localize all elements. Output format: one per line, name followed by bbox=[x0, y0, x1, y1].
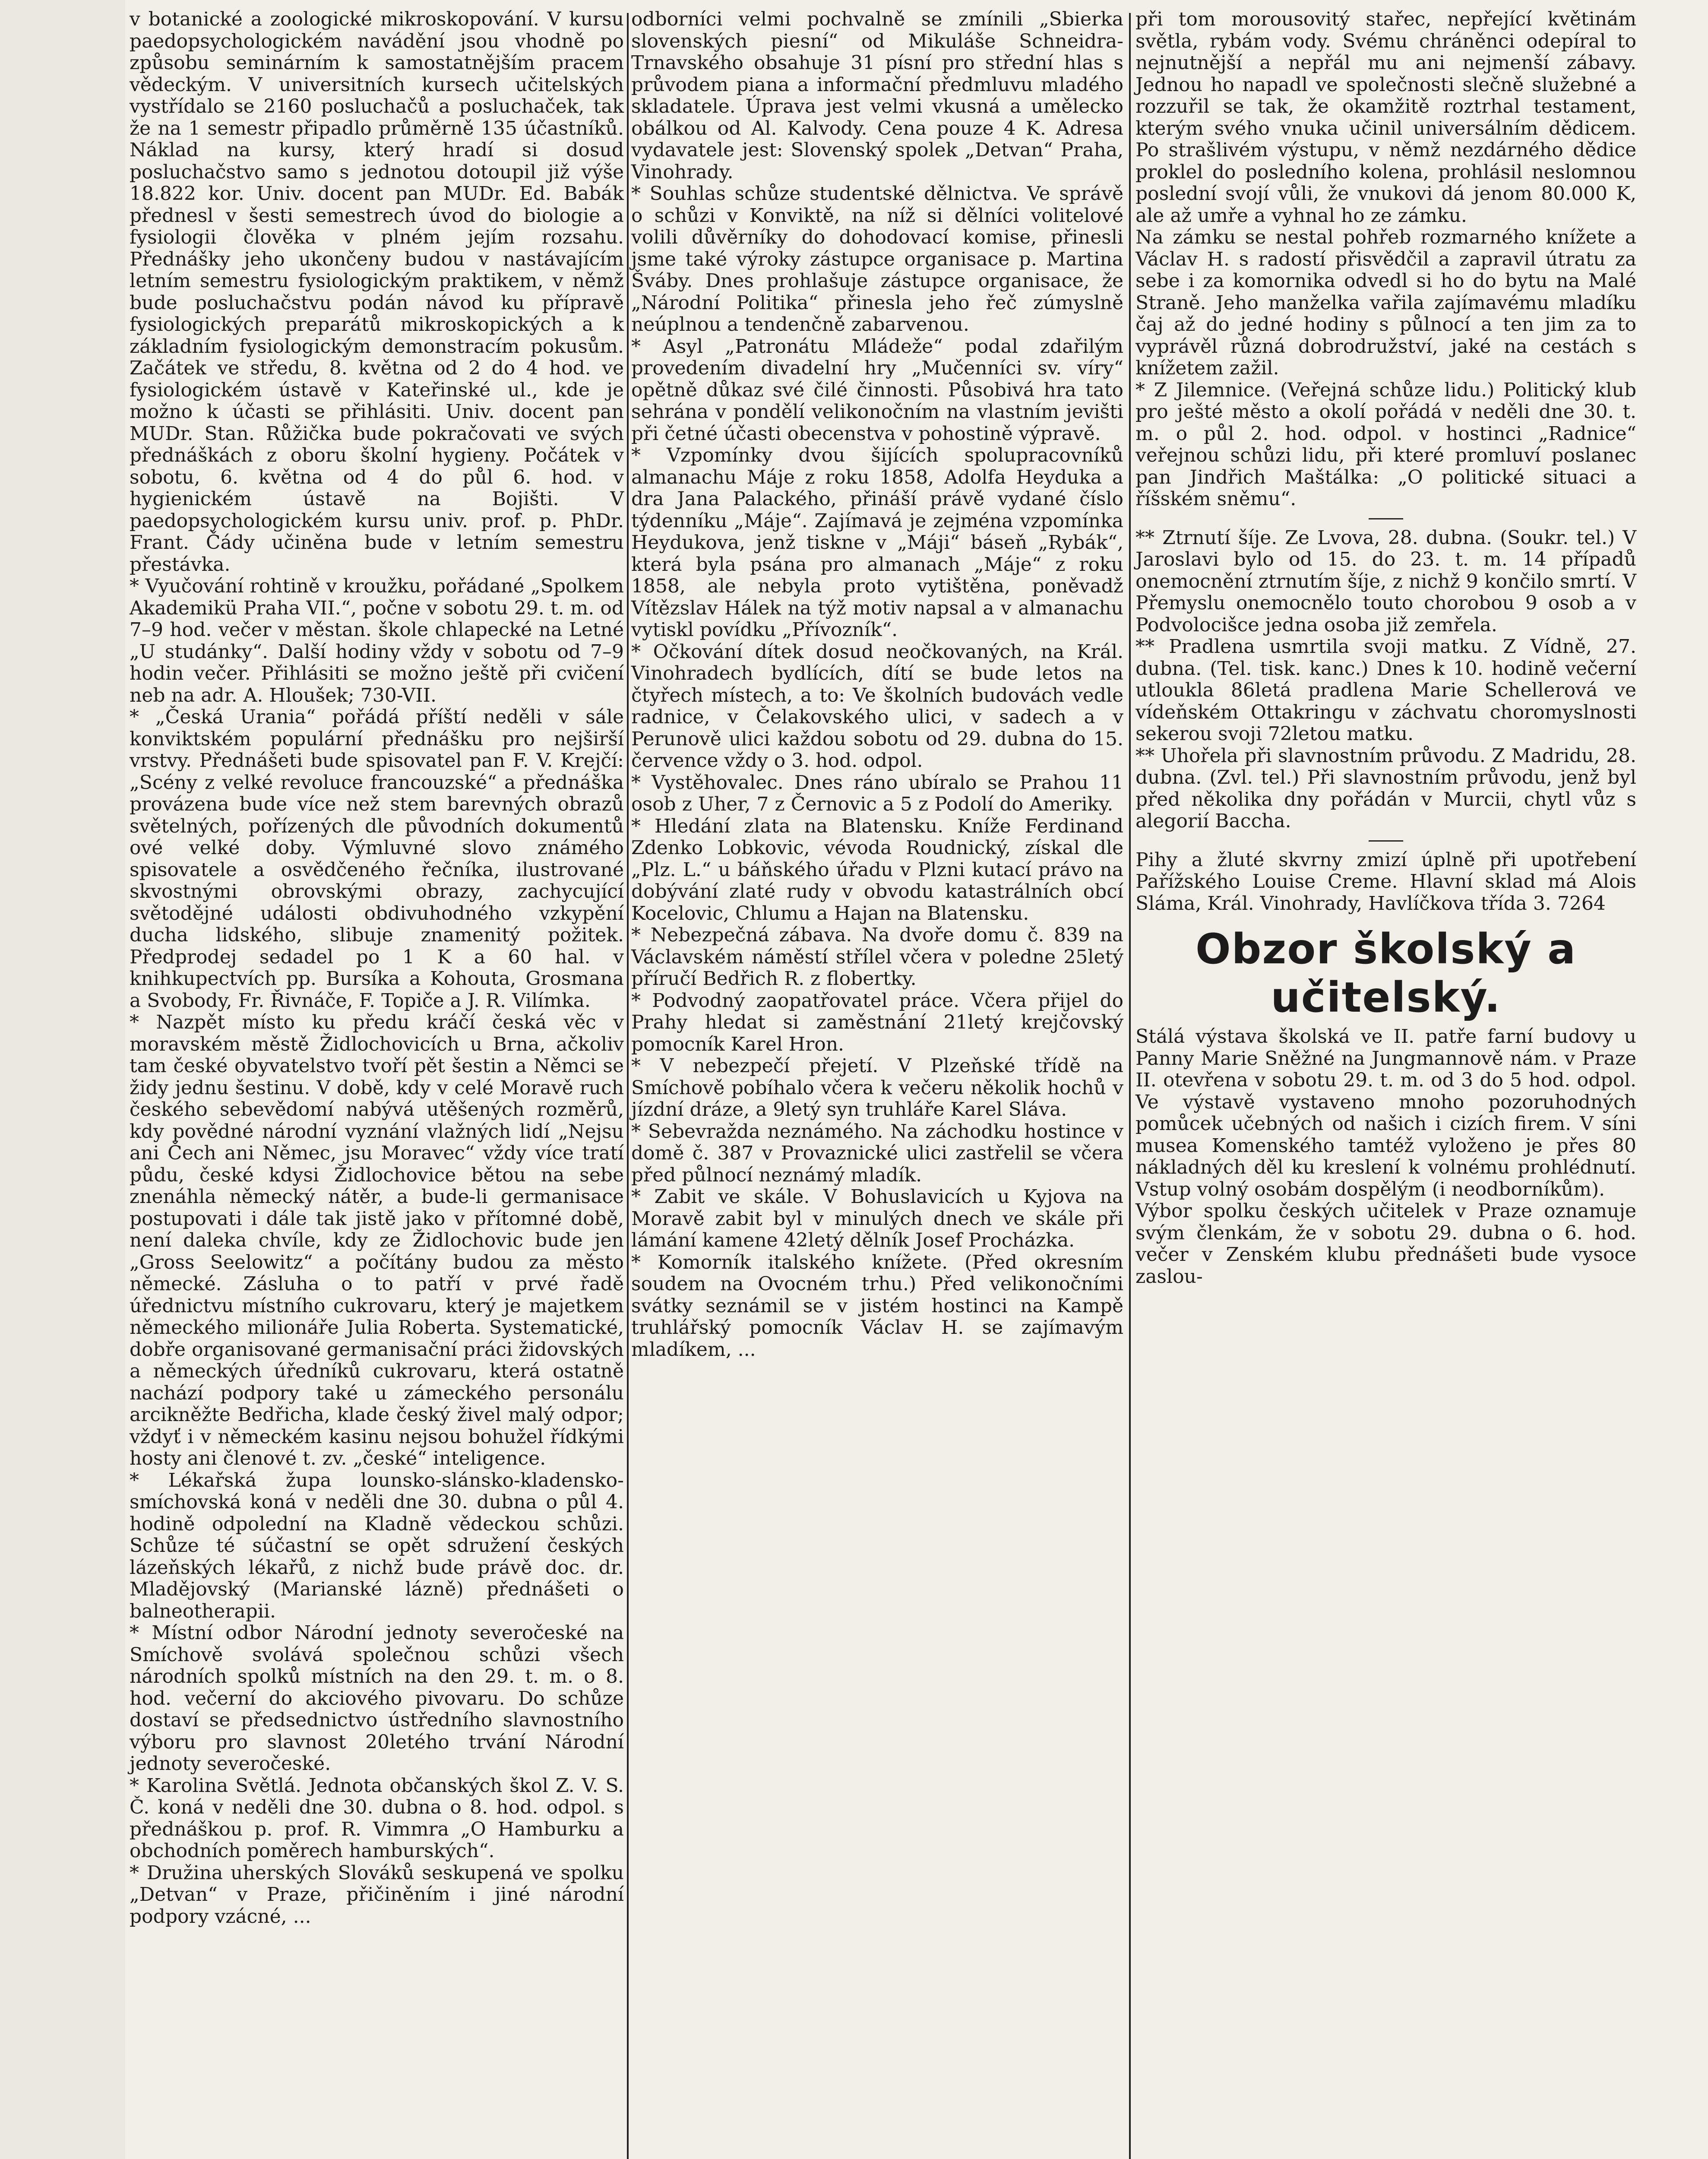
separator bbox=[1369, 840, 1403, 842]
article-paragraph: Výbor spolku českých učitelek v Praze oznamuje svým členkám, že v sobotu 29. dubna o 6. hod. večer v Zenském klubu přednášeti bude vysoce zaslou- bbox=[1136, 1200, 1636, 1288]
column-rule bbox=[627, 13, 629, 2159]
column-1 bbox=[130, 9, 624, 1928]
article-paragraph: * Podvodný zaopatřovatel práce. Včera přijel do Prahy hledat si zaměstnání 21letý krejčovský pomocník Karel Hron. bbox=[631, 989, 1123, 1055]
article-paragraph: ** Uhořela při slavnostním průvodu. Z Madridu, 28. dubna. (Zvl. tel.) Při slavnostním průvodu, jenž byl před několika dny pořádán v Murcii, chytl vůz s alegorií Baccha. bbox=[1136, 744, 1636, 832]
article-paragraph: * Očkování dítek dosud neočkovaných, na Král. Vinohradech bydlících, dítí se bude letos na čtyřech místech, a to: Ve školních budovách vedle radnice, v Čelakovského ulici, v sadech a v Perunově ulici každou sobotu od 29. dubna do 15. července vždy o 3. hod. odpol. bbox=[631, 640, 1123, 772]
article-paragraph: * Místní odbor Národní jednoty severočeské na Smíchově svolává společnou schůzi všech národních spolků místních na den 29. t. m. o 8. hod. večerní do akciového pivovaru. Do schůze dostaví se předsednictvo ústředního slavnostního výboru pro slavnost 20letého trvání Národní jednoty severočeské. bbox=[130, 1622, 624, 1775]
column-3 bbox=[1136, 9, 1636, 1288]
article-paragraph: * Z Jilemnice. (Veřejná schůze lidu.) Politický klub pro ješté město a okolí pořádá v neděli dne 30. t. m. o půl 2. hod. odpol. v hostinci „Radnice“ veřejnou schůzi lidu, při které promluví poslanec pan Jindřich Maštálka: „O politické situaci a říšském sněmu“. bbox=[1136, 379, 1636, 510]
article-paragraph: * Vystěhovalec. Dnes ráno ubíralo se Prahou 11 osob z Uher, 7 z Černovic a 5 z Podolí do Ameriky. bbox=[631, 771, 1123, 815]
article-paragraph: * Vzpomínky dvou šijících spolupracovníků almanachu Máje z roku 1858, Adolfa Heyduka a dra Jana Palackého, přináší právě vydané číslo týdenníku „Máje“. Zajímavá je zejména vzpomínka Heydukova, jenž tiskne v „Máji“ báseň „Rybák“, která byla psána pro almanach „Máje“ z roku 1858, ale nebyla proto vytištěna, poněvadž Vítězslav Hálek na týž motiv napsal a v almanachu vytiskl povídku „Přívozník“. bbox=[631, 444, 1123, 641]
article-paragraph: v botanické a zoologické mikroskopování. V kursu paedopsychologickém navádění jsou vhodně po způsobu seminárním k samostatnějším pracem vědeckým. V universitních kursech učitelských vystřídalo se 2160 posluchačů a posluchaček, tak že na 1 semestr připadlo průměrně 135 účastníků. Náklad na kursy, který hradí si dosud posluchačstvo samo s jednotou dotoupil již výše 18.822 kor. Univ. docent pan MUDr. Ed. Babák přednesl v šesti semestrech úvod do biologie a fysiologii člověka v plném jejím rozsahu. Přednášky jeho ukončeny budou v nastávajícím letním semestru fysiologickým praktikem, v němž bude posluchačstvu podán návod ku přípravě fysiologických preparátů mikroskopických a k základním fysiologickým demonstracím pokusům. Začátek ve středu, 8. května od 2 do 4 hod. ve fysiologickém ústavě v Kateřinské ul., kde je možno k účasti se přihlásiti. Univ. docent pan MUDr. Stan. Růžička bude pokračovati ve svých přednáškách z oboru školní hygieny. Počátek v sobotu, 6. května od 4 do půl 6. hod. v hygienickém ústavě na Bojišti. V paedopsychologickém kursu univ. prof. p. PhDr. Frant. Čády učiněna bude v letním semestru přestávka. bbox=[130, 8, 624, 576]
article-paragraph: Stálá výstava školská ve II. patře farní budovy u Panny Marie Sněžné na Jungmannově nám. v Praze II. otevřena v sobotu 29. t. m. od 3 do 5 hod. odpol. Ve výstavě vystaveno mnoho pozoruhodných pomůcek učebných od našich i cizích firem. V síni musea Komenského tamtéž vyloženo je přes 80 nákladných děl ku kreslení k volnému prohlédnutí. Vstup volný osobám dospělým (i neodborníkům). bbox=[1136, 1026, 1636, 1200]
article-paragraph: * Komorník italského knížete. (Před okresním soudem na Ovocném trhu.) Před velikonočními svátky seznámil se v jistém hostinci na Kampě truhlářský pomocník Václav H. se zajímavým mladíkem, ... bbox=[631, 1251, 1123, 1361]
article-paragraph: ** Pradlena usmrtila svoji matku. Z Vídně, 27. dubna. (Tel. tisk. kanc.) Dnes k 10. hodině večerní utloukla 86letá pradlena Marie Schellerová ve vídeňském Ottakringu v záchvatu choromyslnosti sekerou svoji 72letou matku. bbox=[1136, 636, 1636, 745]
article-paragraph: * Družina uherských Slováků seskupená ve spolku „Detvan“ v Praze, přičiněním i jiné národní podpory vzácné, ... bbox=[130, 1861, 624, 1928]
article-paragraph: * Nebezpečná zábava. Na dvoře domu č. 839 na Václavském náměstí střílel včera v poledne 25letý příručí Bedřich R. z flobertky. bbox=[631, 924, 1123, 990]
article-paragraph: * Asyl „Patronátu Mládeže“ podal zdařilým provedením divadelní hry „Mučenníci sv. víry“ opětně důkaz své čilé činnosti. Působivá hra tato sehrána v pondělí velikonočním na vlastním jevišti při četné účasti obecenstva v pohostině výpravě. bbox=[631, 335, 1123, 445]
article-paragraph: * Sebevražda neznámého. Na záchodku hostince v domě č. 387 v Provaznické ulici zastřelil se včera před půlnocí neznámý mladík. bbox=[631, 1120, 1123, 1186]
article-paragraph: * Souhlas schůze studentské dělnictva. Ve správě o schůzi v Konviktě, na níž si dělníci volitelové volili důvěrníky do dohodovací komise, přinesli jsme také výroky zástupce organisace p. Martina Šváby. Dnes prohlašuje zástupce organisace, že „Národní Politika“ přinesla jeho řeč zúmyslně neúplnou a tendenčně zabarvenou. bbox=[631, 183, 1123, 336]
column-2 bbox=[631, 9, 1123, 1361]
article-paragraph: * Karolina Světlá. Jednota občanských škol Z. V. S. Č. koná v neděli dne 30. dubna o 8. hod. odpol. s přednáškou p. prof. R. Vimmra „O Hamburku a obchodních poměrech hamburských“. bbox=[130, 1774, 624, 1862]
section-heading: Obzor školský a učitelský. bbox=[1196, 925, 1576, 1022]
article-paragraph: ** Ztrnutí šíje. Ze Lvova, 28. dubna. (Soukr. tel.) V Jaroslavi bylo od 15. do 23. t. m. 14 případů onemocnění ztrnutím šíje, z nichž 9 končilo smrtí. V Přemyslu onemocnělo touto chorobou 9 osob a v Podvolocišce jedna osoba již zemřela. bbox=[1136, 526, 1636, 636]
article-paragraph: * Lékařská župa lounsko-slánsko-kladensko-smíchovská koná v neděli dne 30. dubna o půl 4. hodině odpolední na Kladně vědeckou schůzi. Schůze té súčastní se opět sdružení českých lázeňských lékařů, z nichž bude právě doc. dr. Mladějovský (Marianské lázně) přednášeti o balneotherapii. bbox=[130, 1469, 624, 1622]
separator bbox=[1369, 518, 1403, 519]
article-paragraph: * V nebezpečí přejetí. V Plzeňské třídě na Smíchově pobíhalo včera k večeru několik hochů v jízdní dráze, a 9letý syn truhláře Karel Sláva. bbox=[631, 1055, 1123, 1121]
advertisement: Pihy a žluté skvrny zmizí úplně při upotřebení Pařížského Louise Creme. Hlavní sklad má Alois Sláma, Král. Vinohrady, Havlíčkova třída 3. 7264 bbox=[1136, 848, 1636, 915]
left-margin bbox=[0, 0, 125, 2159]
article-paragraph: * Vyučování rohtině v kroužku, pořádané „Spolkem Akademikü Praha VII.“, počne v sobotu 29. t. m. od 7–9 hod. večer v městan. škole chlapecké na Letné „U studánky“. Další hodiny vždy v sobotu od 7–9 hodin večer. Přihlásiti se možno ještě při cvičení neb na adr. A. Hloušek; 730-VII. bbox=[130, 575, 624, 706]
article-paragraph: * Nazpět místo ku předu kráčí česká věc v moravském městě Židlochovicích u Brna, ačkoliv tam české obyvatelstvo tvoří pět šestin a Němci se židy jednu šestinu. V době, kdy v celé Moravě ruch českého sebevědomí nabývá utěšených rozměrů, kdy povědné národní vyznání vlažných lidí „Nejsu ani Čech ani Němec, jsu Moravec“ vždy více tratí půdu, české kdysi Židlochovice bětou na sebe znenáhla německý nátěr, a bude-li germanisace postupovati i dále tak jistě jako v přítomné době, není daleka chvíle, kdy ze Židlochovic bude jen „Gross Seelowitz“ a počítány budou za město německé. Zásluha o to patří v prvé řadě úřednictvu místního cukrovaru, který je majetkem německého milionáře Julia Roberta. Systematické, dobře organisované germanisační práci židovských a německých úředníků cukrovaru, která ostatně nachází podpory také u zámeckého personálu arcikněžte Bedřicha, klade český živel malý odpor; vždyť i v německém kasinu nejsou bohužel řídkými hosty ani členové t. zv. „české“ inteligence. bbox=[130, 1011, 624, 1469]
column-rule bbox=[1129, 13, 1131, 2159]
article-paragraph: * „Česká Urania“ pořádá příští neděli v sále konviktském populární přednášku pro nejširší vrstvy. Přednášeti bude spisovatel pan F. V. Krejčí: „Scény z velké revoluce francouzské“ a přednáška provázena bude více než stem barevných obrazů světelných, pořízených dle původních dokumentů ové velké doby. Výmluvné slovo známého spisovatele a osvědčeného řečníka, ilustrované skvostnými obrovskými obrazy, zachycující světodějné události obdivuhodného vzkypění ducha lidského, slibuje znamenitý požitek. Předprodej sedadel po 1 K a 60 hal. v knihkupectvích pp. Bursíka a Kohouta, Grosmana a Svobody, Fr. Řivnáče, F. Topiče a J. R. Vilímka. bbox=[130, 706, 624, 1012]
article-paragraph: Na zámku se nestal pohřeb rozmarného knížete a Václav H. s radostí přisvědčil a zapravil útratu za sebe i za komornika odvedl si ho do bytu na Malé Straně. Jeho manželka vařila zajímavému mladíku čaj až do jedné hodiny s půlnocí a ten jim za to vyprávěl různá dobrodružství, jaké na cestách s knížetem zažil. bbox=[1136, 226, 1636, 379]
article-paragraph: při tom morousovitý stařec, nepřející květinám světla, rybám vody. Svému chráněnci odepíral to nejnutnější a nepřál mu ani nejmenší zábavy. Jednou ho napadl ve společnosti slečně služebné a rozzuřil se tak, že okamžitě roztrhal testament, kterým svého vnuka učinil universálním dědicem. Po strašlivém výstupu, v němž nezdárného dědice proklel do posledního kolena, prohlásil neslomnou poslední svojí vůli, že vnukovi dá jenom 80.000 K, ale až umře a vyhnal ho ze zámku. bbox=[1136, 8, 1636, 227]
article-paragraph: odborníci velmi pochvalně se zmínili „Sbierka slovenských piesní“ od Mikuláše Schneidra-Trnavského obsahuje 31 písní pro střední hlas s průvodem piana a informační předmluvu mladého skladatele. Úprava jest velmi vkusná a umělecko obálkou od Al. Kalvody. Cena pouze 4 K. Adresa vydavatele jest: Slovenský spolek „Detvan“ Praha, Vinohrady. bbox=[631, 8, 1123, 183]
article-paragraph: * Zabit ve skále. V Bohuslavicích u Kyjova na Moravě zabit byl v minulých dnech ve skále při lámání kamene 42letý dělník Josef Procházka. bbox=[631, 1186, 1123, 1251]
article-paragraph: * Hledání zlata na Blatensku. Kníže Ferdinand Zdenko Lobkovic, vévoda Roudnický, získal dle „Plz. L.“ u báňského úřadu v Plzni kutací právo na dobývání zlaté rudy v obvodu katastrálních obcí Kocelovic, Chlumu a Hajan na Blatensku. bbox=[631, 815, 1123, 924]
